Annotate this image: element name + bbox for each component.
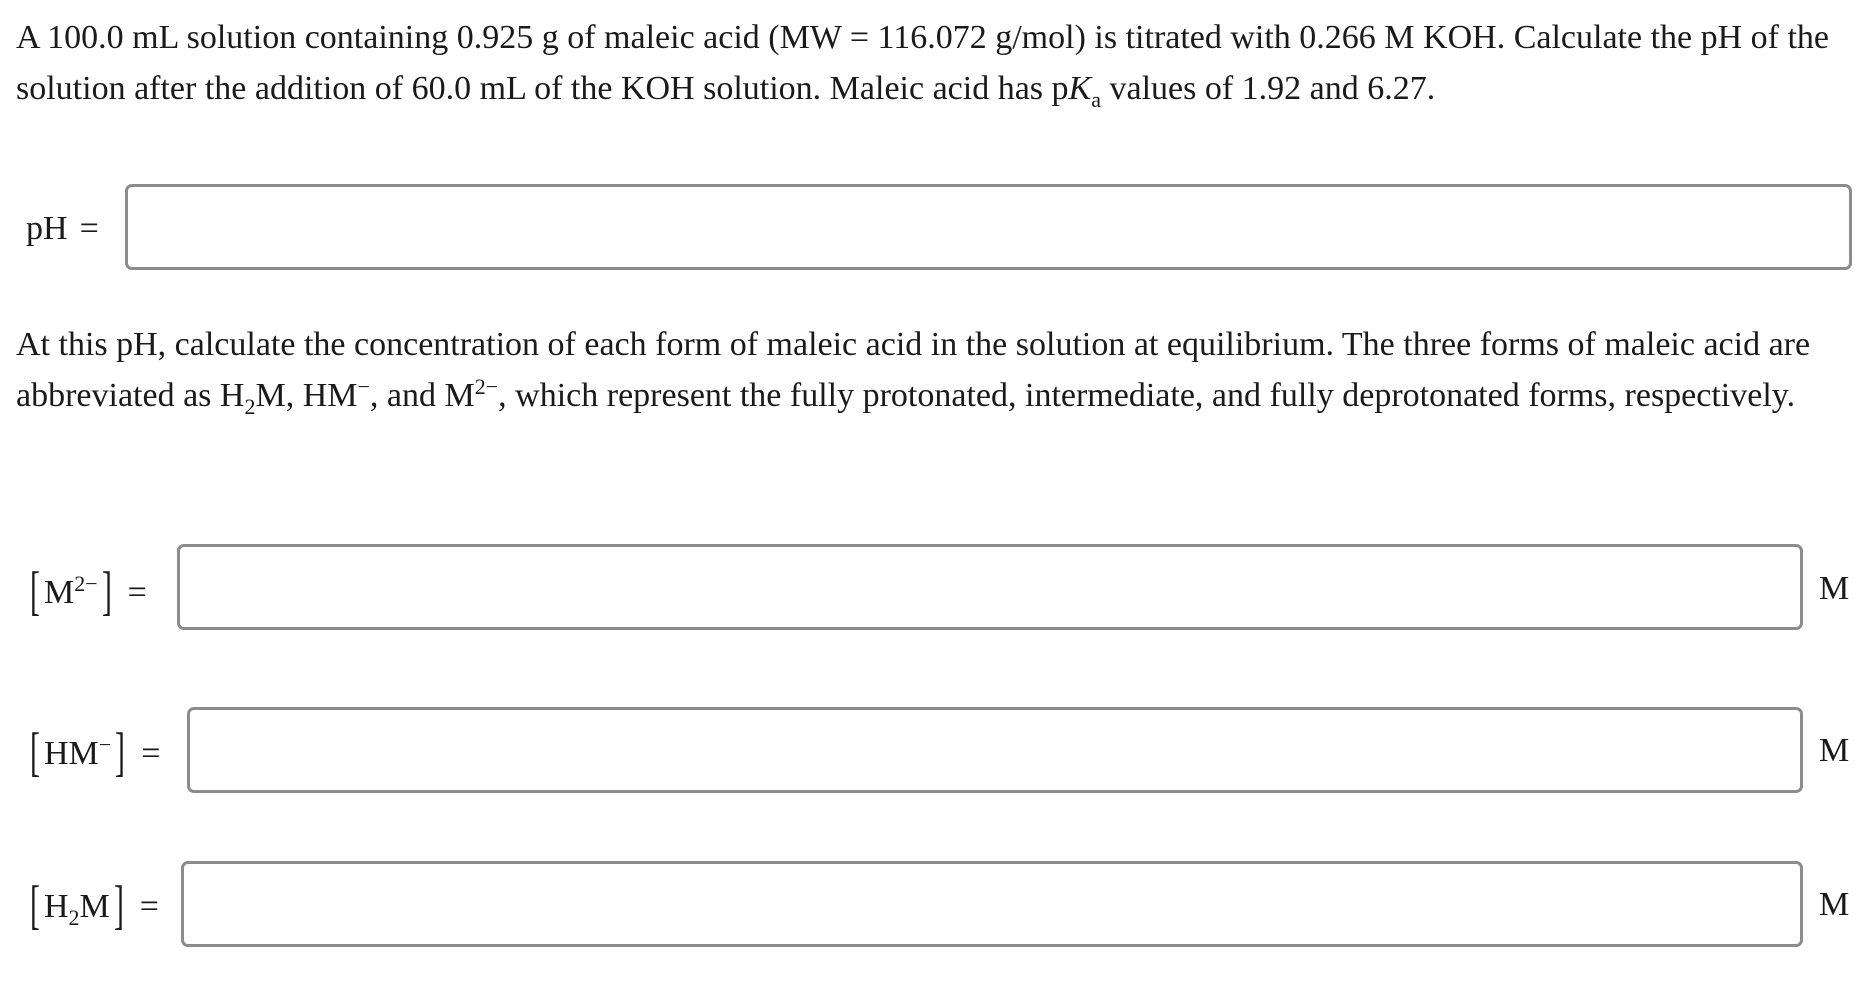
equilibrium-instructions xyxy=(16,319,1842,421)
m2-close-bracket: ] xyxy=(101,561,112,621)
hm-label xyxy=(26,722,161,782)
h2m-equals: = xyxy=(139,888,159,925)
eq-text-part1: At this pH, calculate the concentration of each form of maleic acid in the solution at equilibrium. The three forms of maleic acid are abbreviated as H xyxy=(16,326,1811,414)
h2m-species-m: M xyxy=(79,888,110,925)
eq-text-part3: , and M xyxy=(369,377,475,414)
h2m-subscript: 2 xyxy=(68,905,80,930)
eq-text-part4: , which represent the fully protonated, intermediate, and fully deprotonated forms, respectively. xyxy=(498,377,1796,414)
ph-label: pH xyxy=(26,210,68,247)
h2m-open-bracket: [ xyxy=(30,875,40,935)
eq-text-part2: M, HM xyxy=(255,377,358,414)
m2-label xyxy=(26,561,147,621)
problem-text-part1: A 100.0 mL solution containing 0.925 g of maleic acid (MW = 116.072 g/mol) is titrated with 0.266 M KOH. Calculate the pH of the solution after the addition of 60.0 mL of the KOH solution. Maleic acid has p xyxy=(16,19,1830,107)
m2-concentration-input[interactable] xyxy=(177,544,1803,630)
h2m-species-h: H xyxy=(43,888,69,925)
hm-open-bracket: [ xyxy=(30,722,40,782)
eq-m-sup: 2− xyxy=(474,374,499,399)
pka-subscript: a xyxy=(1091,87,1101,112)
eq-h2m-sub: 2 xyxy=(244,394,256,419)
hm-equals: = xyxy=(141,735,161,772)
hm-unit: M xyxy=(1819,732,1850,769)
ph-input[interactable] xyxy=(125,184,1852,270)
m2-open-bracket: [ xyxy=(30,561,40,621)
m2-equals: = xyxy=(127,574,147,611)
h2m-label xyxy=(26,875,159,935)
m2-species: M xyxy=(43,574,75,611)
ph-label-group xyxy=(26,209,99,249)
hm-close-bracket: ] xyxy=(115,722,126,782)
m2-unit: M xyxy=(1819,570,1850,607)
hm-concentration-input[interactable] xyxy=(187,707,1803,793)
eq-hm-sup: − xyxy=(357,374,370,399)
pka-symbol: K xyxy=(1068,70,1092,107)
hm-charge: − xyxy=(98,732,112,757)
problem-text-part2: values of 1.92 and 6.27. xyxy=(1100,70,1436,107)
m2-charge: 2− xyxy=(74,571,98,596)
h2m-close-bracket: ] xyxy=(113,875,124,935)
problem-statement xyxy=(16,12,1842,114)
ph-equals: = xyxy=(79,210,99,247)
h2m-concentration-input[interactable] xyxy=(181,861,1803,947)
h2m-unit: M xyxy=(1819,886,1850,923)
hm-species: HM xyxy=(43,735,99,772)
